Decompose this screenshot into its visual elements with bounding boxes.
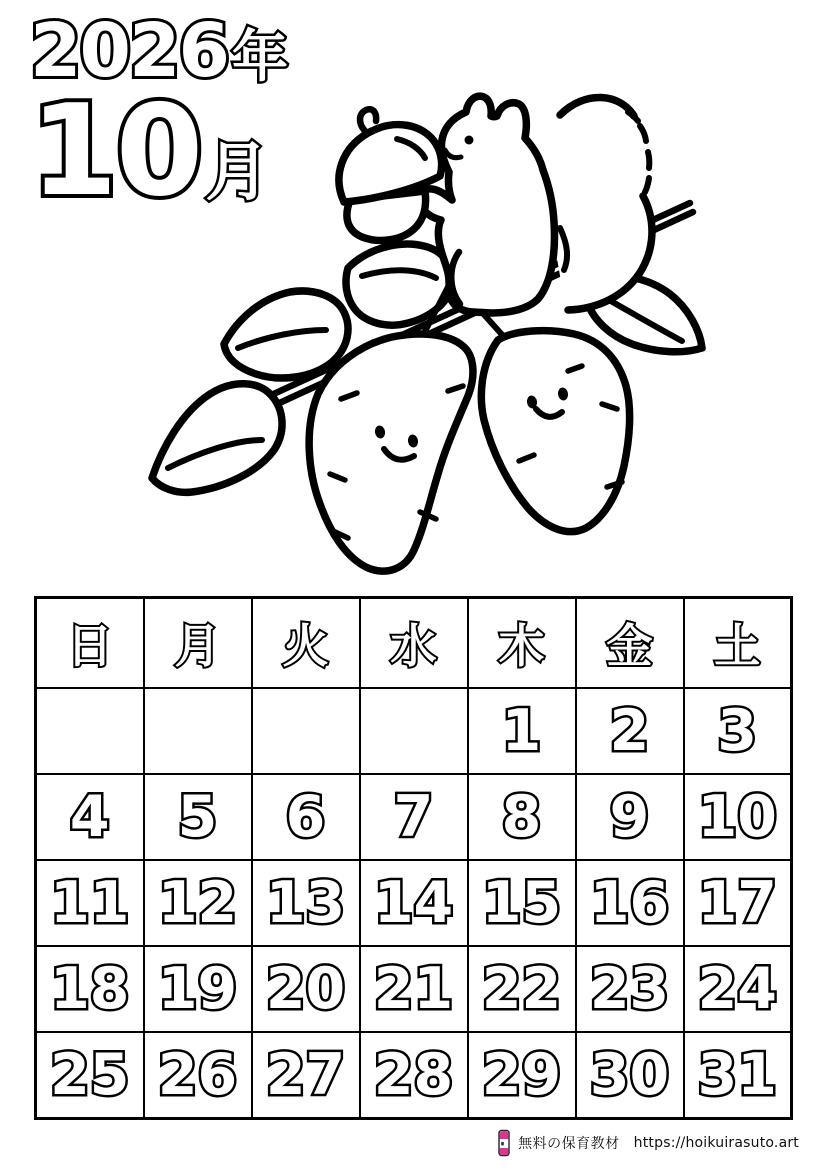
week-row-5: [36, 1032, 792, 1118]
weekday-header-mon: 月: [144, 598, 252, 688]
title-year: 2026: [30, 8, 228, 94]
calendar-cell: 6: [252, 774, 360, 860]
weekday-header-fri: 金: [576, 598, 684, 688]
calendar-cell: 29: [468, 1032, 576, 1118]
weekday-header-wed: 水: [360, 598, 468, 688]
calendar-cell: 24: [684, 946, 792, 1032]
week-row-3: [36, 860, 792, 946]
weekday-header-sun: 日: [36, 598, 144, 688]
calendar-cell: 18: [36, 946, 144, 1032]
weekday-header-sat: 土: [684, 598, 792, 688]
squirrel-eye: [465, 136, 474, 145]
acorn: [339, 109, 442, 240]
week-row-4: [36, 946, 792, 1032]
title-month-suffix: 月: [205, 136, 268, 210]
calendar-cell: [360, 688, 468, 774]
week-row-1: [36, 688, 792, 774]
calendar-cell: 22: [468, 946, 576, 1032]
week-row-2: [36, 774, 792, 860]
calendar-cell: 17: [684, 860, 792, 946]
calendar-cell: 28: [360, 1032, 468, 1118]
calendar-cell: 16: [576, 860, 684, 946]
calendar-cell: 9: [576, 774, 684, 860]
squirrel-tail: [552, 97, 652, 310]
title-month: 10: [30, 77, 202, 224]
weekday-header-thu: 木: [468, 598, 576, 688]
leaf-bottom-left: [152, 384, 282, 493]
calendar-cell: 7: [360, 774, 468, 860]
crayon-icon: [497, 1129, 511, 1157]
calendar-cell: 1: [468, 688, 576, 774]
calendar-cell: [36, 688, 144, 774]
footer-site-label: 無料の保育教材: [518, 1136, 620, 1152]
calendar-cell: 30: [576, 1032, 684, 1118]
calendar-cell: 14: [360, 860, 468, 946]
footer-credit: [497, 1129, 799, 1157]
squirrel-sweet-potato-illustration: [140, 85, 715, 580]
calendar-cell: 26: [144, 1032, 252, 1118]
calendar-cell: 31: [684, 1032, 792, 1118]
calendar-cell: 23: [576, 946, 684, 1032]
calendar-cell: 12: [144, 860, 252, 946]
weekday-header-tue: 火: [252, 598, 360, 688]
calendar-cell: 13: [252, 860, 360, 946]
calendar-cell: 2: [576, 688, 684, 774]
calendar-cell: 15: [468, 860, 576, 946]
calendar-cell: 4: [36, 774, 144, 860]
sweet-potato-left: [309, 334, 473, 571]
sweet-potato-right: [481, 331, 629, 532]
calendar-cell: 20: [252, 946, 360, 1032]
leaf-mid-left: [224, 291, 348, 378]
calendar-cell: [144, 688, 252, 774]
calendar-cell: 27: [252, 1032, 360, 1118]
calendar-cell: 3: [684, 688, 792, 774]
calendar-cell: 5: [144, 774, 252, 860]
footer-site-url[interactable]: https://hoikuirasuto.art: [633, 1135, 799, 1151]
calendar-cell: 21: [360, 946, 468, 1032]
calendar-cell: 8: [468, 774, 576, 860]
calendar-cell: 11: [36, 860, 144, 946]
calendar-cell: 25: [36, 1032, 144, 1118]
title-year-suffix: 年: [231, 25, 286, 90]
calendar-cell: 10: [684, 774, 792, 860]
squirrel: [420, 96, 652, 313]
calendar-cell: 19: [144, 946, 252, 1032]
calendar-cell: [252, 688, 360, 774]
weekday-header-row: [36, 598, 792, 688]
calendar-grid: [34, 596, 793, 1120]
